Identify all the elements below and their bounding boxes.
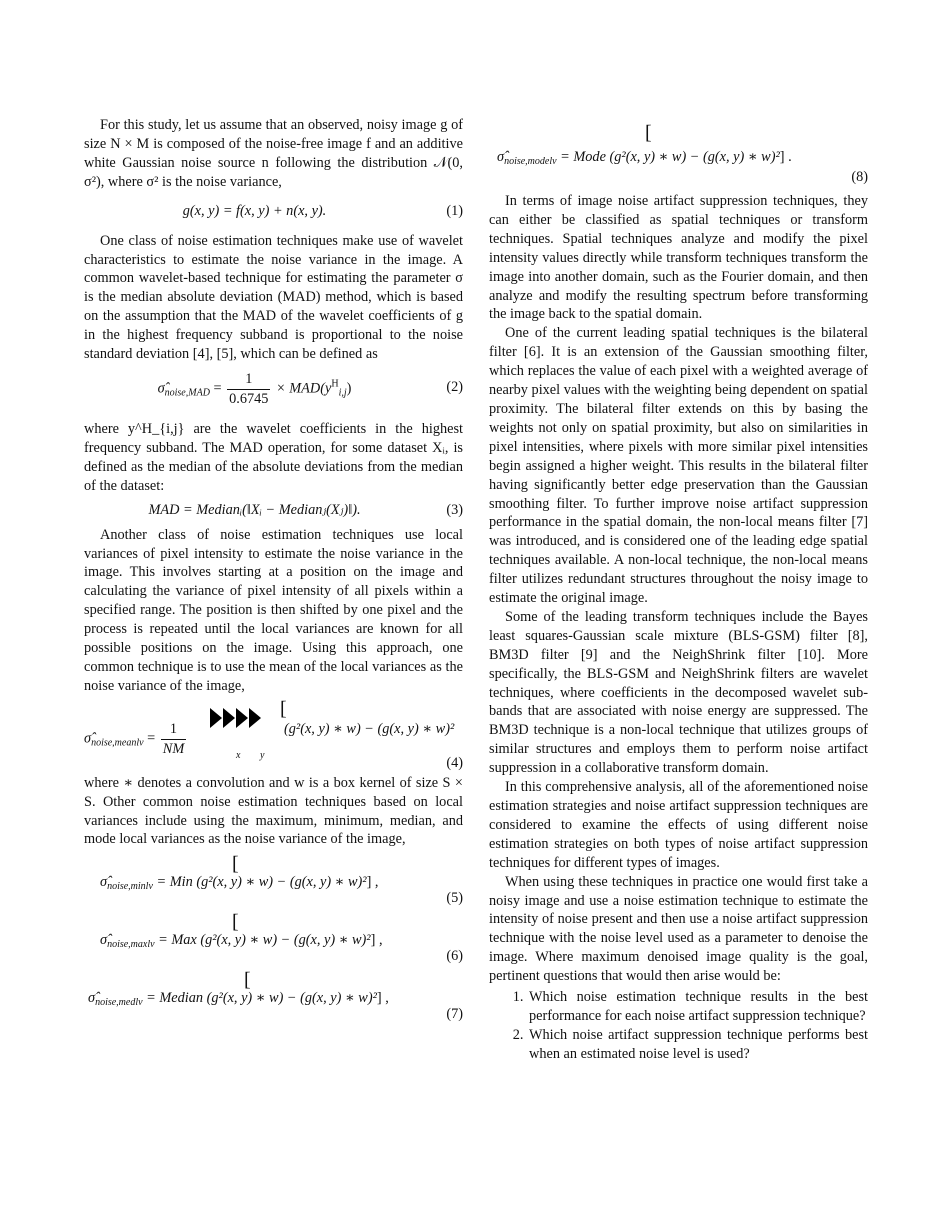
equation-number: (1) [446,202,463,219]
sum-index-y: y [260,749,265,761]
equation-5 [84,849,463,907]
equation-8 [489,124,868,192]
equation-7 [84,965,463,1023]
equation-number: (3) [446,501,463,518]
bracket-icon: [ [232,911,239,934]
list-item: 2. Which noise artifact suppression technique performs best when an estimated noise level is used? [527,1026,868,1064]
paragraph: Some of the leading transform techniques include the Bayes least squares-Gaussian scale mixture (BLS-GSM) filter [8], BM3D filter [9] and the NeighShrink filter [10]. More specifically, the BLS-GSM and NeighShrink filters are wavelet techniques, where coefficients in the decomposed wavelet sub-bands that are associated with noise energy are suppressed. The BM3D technique is a non-local technique that utilizes groups of similar structures and employs them to perform noise artifact suppression in a collaborative transform domain. [489,608,868,777]
equation-body: $\sigmâ_{noise,minlv}$ = Min (g²(x, y) ∗ w) − (g(x, y) ∗ w)²] , [100,874,379,893]
paragraph: In terms of image noise artifact suppression techniques, they can either be classified as spatial techniques or transform techniques. Spatial techniques analyze and modify the pixel intensity values directly while transform techniques transform the image into another domain, such as the Fourier domain, and then analyze and modify the resulting spectrum before transforming the image back to the spatial domain. [489,193,868,323]
equation-3 [84,496,463,526]
equation-number: (8) [851,169,868,185]
equation-number: (7) [446,1006,463,1023]
equation-number: (5) [446,890,463,907]
equation-4 [84,696,463,774]
equation-body: g(x, y) = f(x, y) + n(x, y). [182,202,327,219]
paragraph: where ∗ denotes a convolution and w is a box kernel of size S × S. Other common noise estimation techniques based on local variances include using the maximum, minimum, median, and mode local variances as the noise variance of the image, [84,774,463,848]
equation-6 [84,907,463,965]
paragraph: One of the current leading spatial techniques is the bilateral filter [6]. It is an extension of the Gaussian smoothing filter, which replaces the value of each pixel with a weighted average of nearby pixel values with the weighting being dependent on spatial proximity. The bilateral filter extends on this by basing the weights not only on spatial proximity, but also on similarities in pixel intensities, where pixels with more similar pixel intensities begin assigned a higher weight. This results in the bilateral filter having significantly better edge preservation than the Gaussian smoothing filter. To further improve noise artifact suppression performance in the spatial domain, the non-local means filter [7] was introduced, and is considered one of the leading edge spatial techniques available. A non-local technique, the non-local means filter utilizes redundant structures throughout the noisy image to estimate the original image. [489,325,868,607]
summation-icon [210,708,262,734]
paragraph: Another class of noise estimation techniques use local variances of pixel intensity to estimate the noise variance in the image. This involves starting at a position on the image and calculating the variance of pixel intensity of all pixels within a specified range. The position is then shifted by one pixel and the process is repeated until the local variances are known for all possible positions on the image. Using this approach, one common technique is to use the mean of the local variances as the noise variance of the image, [84,526,463,694]
right-column [489,116,868,1064]
list-item: 1. Which noise estimation technique results in the best performance for each noise artifact suppression technique? [527,988,868,1026]
equation-body: MAD = Medianᵢ(‖Xᵢ − Medianⱼ(Xⱼ)‖). [148,501,361,518]
left-column [84,116,463,1023]
question-list [489,988,868,1064]
equation-body: $\sigmâ_{noise,MAD}$ = $\frac{1}{0.6745}$ × $MAD(y^H_{i,j})$ [157,370,352,407]
bracket-icon: [ [244,969,251,992]
equation-expression: (g²(x, y) ∗ w) − (g(x, y) ∗ w)² [284,720,455,737]
paragraph: For this study, let us assume that an observed, noisy image g of size N × M is composed of the noise-free image f and an additive white Gaussian noise source n following the distribution 𝒩(0, σ²), where σ² is the noise variance, [84,117,463,190]
bracket-icon: [ [232,853,239,876]
equation-number: (4) [446,754,463,771]
equation-1 [84,192,463,232]
equation-body: $\sigmâ_{noise,medlv}$ = Median (g²(x, y) ∗ w) − (g(x, y) ∗ w)²] , [88,990,389,1009]
bracket-icon: [ [280,697,287,720]
equation-2 [84,364,463,420]
paragraph: One class of noise estimation techniques make use of wavelet characteristics to estimate the noise variance in the image. A common wavelet-based technique for estimating the parameter σ is the median absolute deviation (MAD) method, which is based on the assumption that the MAD of the wavelet coefficients of g in the highest frequency subband is proportional to the noise standard deviation [4], [5], which can be defined as [84,232,463,363]
equation-body: $\sigmâ_{noise,maxlv}$ = Max (g²(x, y) ∗ w) − (g(x, y) ∗ w)²] , [100,932,383,951]
equation-body: $\sigmâ_{noise,modelv}$ = Mode (g²(x, y) ∗ w) − (g(x, y) ∗ w)²] . [497,149,792,167]
equation-body: $\sigmâ_{noise,meanlv}$ = $\frac{1}{NM}$ [84,720,185,757]
paragraph: When using these techniques in practice one would first take a noisy image and use a noise estimation technique to estimate the intensity of noise present and then use a noise artifact suppression technique with the noise level used as a parameter to denoise the image. Where maximum denoised image quality is the goal, pertinent questions that would then arise would be: [489,873,868,985]
fraction: $\frac{1}{NM}$ [162,720,185,757]
paragraph: where y^H_{i,j} are the wavelet coefficients in the highest frequency subband. The MAD operation, for some dataset Xᵢ, is defined as the median of the absolute deviations from the median of the dataset: [84,420,463,494]
sum-index-x: x [236,749,241,761]
equation-number: (6) [446,948,463,965]
bracket-icon: [ [645,122,652,144]
paragraph: In this comprehensive analysis, all of the aforementioned noise estimation strategies and noise artifact suppression techniques are considered to examine the effects of using different noise estimation strategies on both types of noise artifact suppression techniques for different types of images. [489,779,868,871]
fraction: $\frac{1}{0.6745}$ [229,370,269,407]
equation-number: (2) [446,378,463,395]
